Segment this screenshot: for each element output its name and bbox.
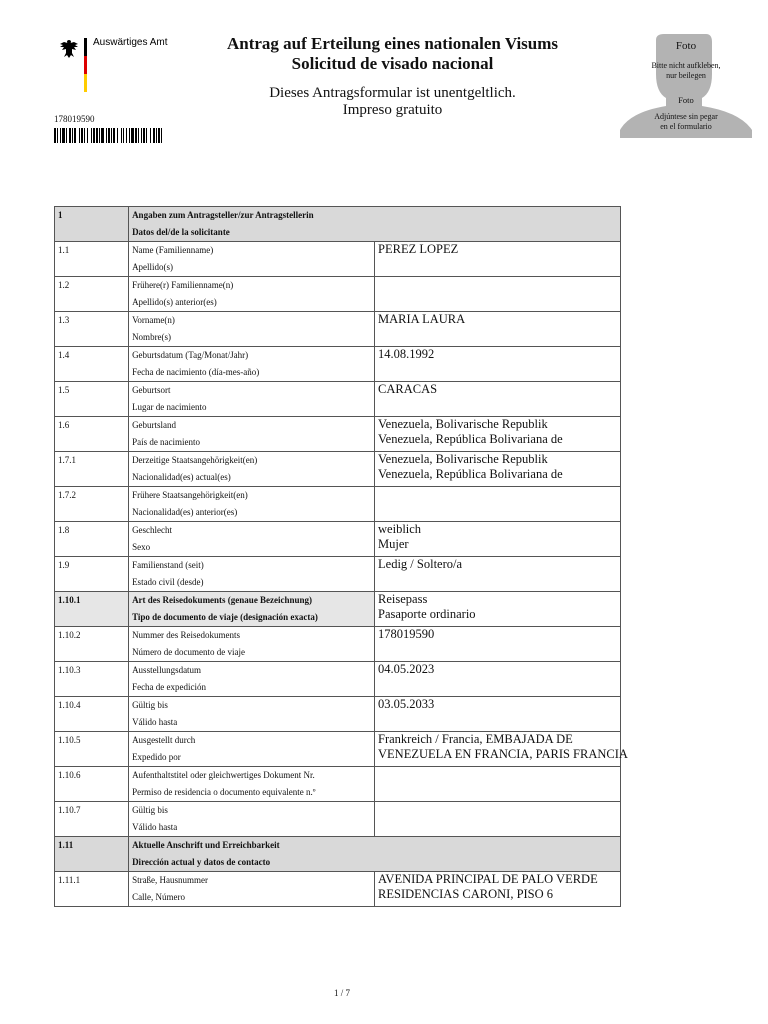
field-label-german: Derzeitige Staatsangehörigkeit(en) (132, 455, 258, 465)
field-label-spanish: Datos del/de la solicitante (132, 227, 230, 237)
field-value-line-1: Venezuela, Bolivarische Republik (378, 417, 548, 431)
field-number: 1 (55, 207, 129, 242)
field-label-german: Angaben zum Antragsteller/zur Antragstellerin (132, 210, 314, 220)
field-value-line-1: CARACAS (378, 382, 438, 396)
field-value (375, 277, 621, 312)
field-number: 1.2 (55, 277, 129, 312)
field-value-line-1: weiblich (378, 522, 422, 536)
barcode (54, 128, 240, 143)
field-value-line-1: MARIA LAURA (378, 312, 466, 326)
field-label-german: Frühere(r) Familienname(n) (132, 280, 234, 290)
applicant-data-table (54, 206, 628, 907)
field-value-line-1: PEREZ LOPEZ (378, 242, 459, 256)
form-row (55, 487, 621, 522)
field-label-spanish: Nacionalidad(es) anterior(es) (132, 507, 238, 517)
field-value-line-2: Mujer (378, 537, 409, 551)
form-row (55, 732, 621, 767)
german-flag-stripe (84, 38, 87, 92)
field-label (129, 662, 375, 697)
field-value (375, 557, 621, 592)
field-label (129, 312, 375, 347)
photo-note-spanish-line-2: en el formulario (660, 122, 712, 131)
photo-note-german (620, 61, 752, 81)
field-label-german: Nummer des Reisedokuments (132, 630, 241, 640)
form-row (55, 207, 621, 242)
field-label-spanish: Apellido(s) anterior(es) (132, 297, 217, 307)
field-label-spanish: Expedido por (132, 752, 181, 762)
field-number: 1.3 (55, 312, 129, 347)
free-note-spanish: Impreso gratuito (342, 102, 443, 118)
field-label (129, 347, 375, 382)
field-label-spanish: Permiso de residencia o documento equivalente n.º (132, 787, 316, 797)
field-number: 1.8 (55, 522, 129, 557)
field-value-line-2: Pasaporte ordinario (378, 607, 476, 621)
free-note-german: Dieses Antragsformular ist unentgeltlich. (269, 85, 516, 101)
field-number: 1.10.3 (55, 662, 129, 697)
form-row (55, 802, 621, 837)
form-row (55, 697, 621, 732)
field-number: 1.10.4 (55, 697, 129, 732)
form-row (55, 557, 621, 592)
field-value (375, 802, 621, 837)
field-label (129, 382, 375, 417)
field-label-spanish: Calle, Número (132, 892, 186, 902)
field-number: 1.5 (55, 382, 129, 417)
field-label-spanish: Dirección actual y datos de contacto (132, 857, 271, 867)
field-label-german: Straße, Hausnummer (132, 875, 209, 885)
title-german: Antrag auf Erteilung eines nationalen Visums (226, 34, 559, 53)
field-label-german: Ausgestellt durch (132, 735, 196, 745)
field-value (375, 417, 621, 452)
field-label (129, 802, 375, 837)
field-number: 1.9 (55, 557, 129, 592)
field-number: 1.4 (55, 347, 129, 382)
field-label (129, 557, 375, 592)
field-value (375, 662, 621, 697)
field-value-line-1: 14.08.1992 (378, 347, 435, 361)
field-label-german: Geburtsland (132, 420, 177, 430)
field-value-line-1: Reisepass (378, 592, 428, 606)
field-label (129, 697, 375, 732)
field-value-line-2: Venezuela, República Bolivariana de (378, 467, 563, 481)
field-value-line-1: 178019590 (378, 627, 435, 641)
field-label-german: Geburtsdatum (Tag/Monat/Jahr) (132, 350, 249, 360)
photo-note-german-line-1: Bitte nicht aufkleben, (651, 61, 721, 70)
field-label (129, 242, 375, 277)
field-label-spanish: Fecha de nacimiento (día-mes-año) (132, 367, 260, 377)
field-number: 1.7.1 (55, 452, 129, 487)
field-number: 1.10.5 (55, 732, 129, 767)
field-label-german: Ausstellungsdatum (132, 665, 202, 675)
field-value-line-2: RESIDENCIAS CARONI, PISO 6 (378, 887, 554, 901)
field-label-spanish: Tipo de documento de viaje (designación exacta) (132, 612, 318, 622)
field-value (375, 767, 621, 802)
field-label (129, 207, 621, 242)
form-row (55, 872, 621, 907)
field-label-german: Gültig bis (132, 700, 168, 710)
field-label-german: Aktuelle Anschrift und Erreichbarkeit (132, 840, 280, 850)
field-label (129, 487, 375, 522)
free-of-charge-note (180, 85, 605, 119)
field-number: 1.10.7 (55, 802, 129, 837)
field-value (375, 347, 621, 382)
field-value-line-2: Venezuela, República Bolivariana de (378, 432, 563, 446)
field-number: 1.11 (55, 837, 129, 872)
authority-name: Auswärtiges Amt (93, 37, 168, 48)
photo-label-spanish: Foto (678, 95, 694, 105)
field-value-line-1: 04.05.2023 (378, 662, 435, 676)
form-row (55, 522, 621, 557)
field-value (375, 452, 621, 487)
form-row (55, 452, 621, 487)
field-label-german: Vorname(n) (132, 315, 175, 325)
field-value (375, 697, 621, 732)
form-row (55, 837, 621, 872)
field-label (129, 767, 375, 802)
field-number: 1.11.1 (55, 872, 129, 907)
photo-label-german: Foto (675, 40, 697, 52)
field-label (129, 452, 375, 487)
photo-note-german-line-2: nur beilegen (666, 71, 706, 80)
field-value (375, 872, 621, 907)
field-value (375, 312, 621, 347)
photo-note-spanish (620, 112, 752, 132)
field-label-spanish: Válido hasta (132, 717, 178, 727)
form-title (180, 34, 605, 74)
form-row (55, 662, 621, 697)
field-label-german: Name (Familienname) (132, 245, 214, 255)
field-label (129, 277, 375, 312)
reference-number: 178019590 (54, 114, 95, 124)
field-label (129, 872, 375, 907)
form-row (55, 592, 621, 627)
field-value (375, 242, 621, 277)
field-value-line-1: Venezuela, Bolivarische Republik (378, 452, 548, 466)
field-value-line-2: VENEZUELA EN FRANCIA, PARIS FRANCIA (378, 747, 628, 761)
field-label (129, 627, 375, 662)
field-label-german: Familienstand (seit) (132, 560, 204, 570)
field-value (375, 522, 621, 557)
field-label (129, 417, 375, 452)
form-row (55, 347, 621, 382)
title-spanish: Solicitud de visado nacional (291, 54, 494, 73)
form-row (55, 627, 621, 662)
field-label-german: Frühere Staatsangehörigkeit(en) (132, 490, 248, 500)
field-label-spanish: Lugar de nacimiento (132, 402, 207, 412)
field-value-line-1: Ledig / Soltero/a (378, 557, 463, 571)
field-label (129, 837, 621, 872)
form-row (55, 382, 621, 417)
form-row (55, 277, 621, 312)
field-label-german: Geschlecht (132, 525, 173, 535)
field-value (375, 732, 628, 767)
field-label-spanish: Número de documento de viaje (132, 647, 246, 657)
form-row (55, 242, 621, 277)
field-label-spanish: Apellido(s) (132, 262, 174, 272)
field-label-spanish: Válido hasta (132, 822, 178, 832)
photo-note-spanish-line-1: Adjúntese sin pegar (654, 112, 718, 121)
field-value (375, 487, 621, 522)
field-value-line-1: AVENIDA PRINCIPAL DE PALO VERDE (378, 872, 598, 886)
field-label-spanish: País de nacimiento (132, 437, 201, 447)
field-number: 1.7.2 (55, 487, 129, 522)
field-value-line-1: 03.05.2033 (378, 697, 435, 711)
field-label (129, 522, 375, 557)
field-label-spanish: Sexo (132, 542, 151, 552)
federal-eagle-icon (58, 38, 80, 60)
field-value (375, 382, 621, 417)
field-label-spanish: Estado civil (desde) (132, 577, 204, 587)
field-number: 1.10.2 (55, 627, 129, 662)
form-row (55, 767, 621, 802)
form-row (55, 312, 621, 347)
field-number: 1.6 (55, 417, 129, 452)
form-row (55, 417, 621, 452)
field-label-german: Art des Reisedokuments (genaue Bezeichnung) (132, 595, 313, 605)
photo-placeholder (620, 34, 752, 138)
field-label-spanish: Nacionalidad(es) actual(es) (132, 472, 231, 482)
field-label-german: Gültig bis (132, 805, 168, 815)
field-label-spanish: Fecha de expedición (132, 682, 207, 692)
field-label-spanish: Nombre(s) (132, 332, 172, 342)
field-label (129, 732, 375, 767)
field-label-german: Geburtsort (132, 385, 171, 395)
field-number: 1.1 (55, 242, 129, 277)
field-value-line-1: Frankreich / Francia, EMBAJADA DE (378, 732, 573, 746)
field-value (375, 627, 621, 662)
field-label (129, 592, 375, 627)
field-number: 1.10.1 (55, 592, 129, 627)
field-label-german: Aufenthaltstitel oder gleichwertiges Dokument Nr. (132, 770, 315, 780)
field-number: 1.10.6 (55, 767, 129, 802)
field-value (375, 592, 621, 627)
page-number: 1 / 7 (333, 988, 350, 998)
